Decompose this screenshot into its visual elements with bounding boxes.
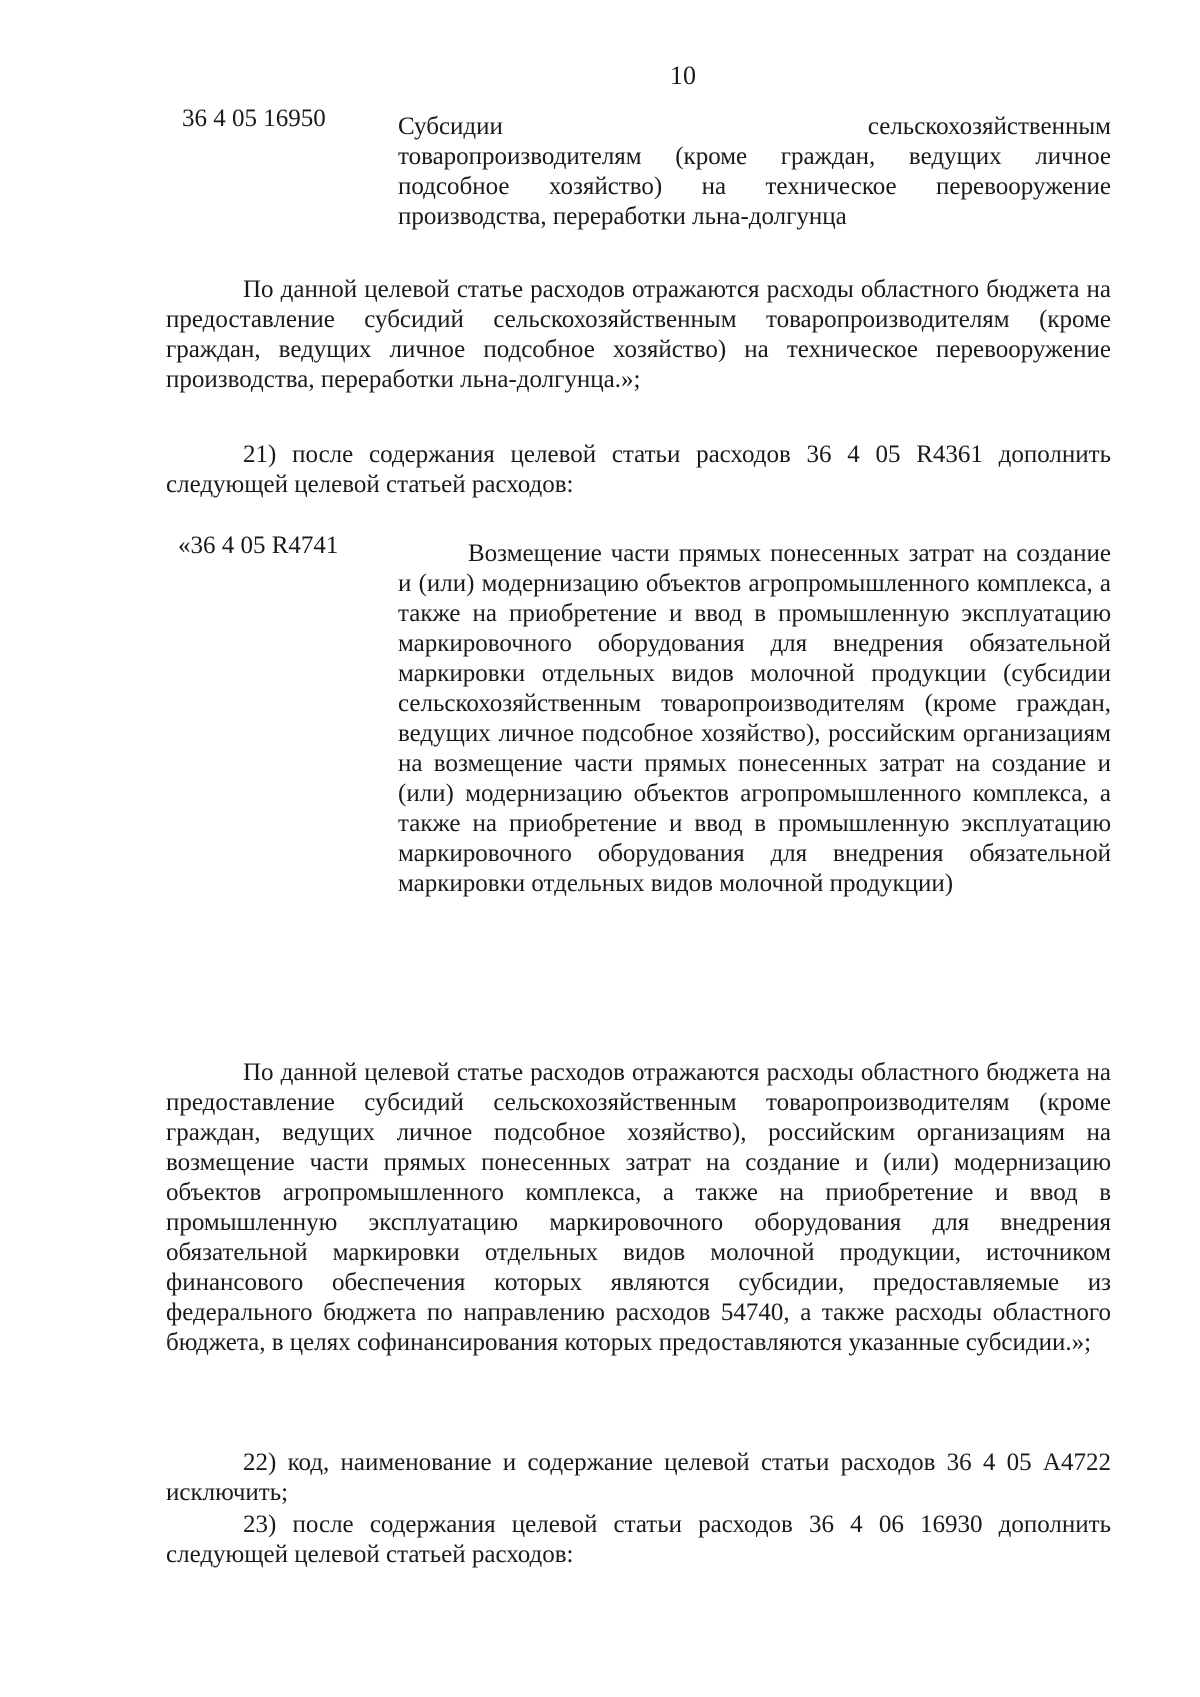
entry-1-title-first-line: Субсидии сельскохозяйственным — [398, 113, 1111, 140]
item-23: 23) после содержания целевой статьи расходов 36 4 06 16930 дополнить следующей целевой статьей расходов: — [166, 1511, 1111, 1568]
item-21: 21) после содержания целевой статьи расходов 36 4 05 R4361 дополнить следующей целевой статьей расходов: — [166, 441, 1111, 498]
page-number: 10 — [670, 61, 696, 90]
paragraph-1: По данной целевой статье расходов отражаются расходы областного бюджета на предоставление субсидий сельскохозяйственным товаропроизводителям (кроме граждан, ведущих личное подсобное хозяйство) на техническое перевооружение производства, переработки льна-долгунца.»; — [166, 276, 1111, 393]
paragraph-2: По данной целевой статье расходов отражаются расходы областного бюджета на предоставление субсидий сельскохозяйственным товаропроизводителям (кроме граждан, ведущих личное подсобное хозяйство), российским организациям на возмещение части прямых понесенных затрат на создание и (или) модернизацию объектов агропромышленного комплекса, а также на приобретение и ввод в промышленную эксплуатацию маркировочного оборудования для внедрения обязательной маркировки отдельных видов молочной продукции, источником финансового обеспечения которых являются субсидии, предоставляемые из федерального бюджета по направлению расходов 54740, а также расходы областного бюджета, в целях софинансирования которых предоставляются указанные субсидии.»; — [166, 1059, 1111, 1356]
item-22: 22) код, наименование и содержание целевой статьи расходов 36 4 05 А4722 исключить; — [166, 1449, 1111, 1506]
entry-1-title — [398, 112, 1111, 232]
entry-2-code: «36 4 05 R4741 — [178, 532, 339, 559]
entry-2-title: Возмещение части прямых понесенных затрат на создание и (или) модернизацию объектов агропромышленного комплекса, а также на приобретение и ввод в промышленную эксплуатацию маркировочного оборудования для внедрения обязательной маркировки отдельных видов молочной продукции (субсидии сельскохозяйственным товаропроизводителям (кроме граждан, ведущих личное подсобное хозяйство), российским организациям на возмещение части прямых понесенных затрат на создание и (или) модернизацию объектов агропромышленного комплекса, а также на приобретение и ввод в промышленную эксплуатацию маркировочного оборудования для внедрения обязательной маркировки отдельных видов молочной продукции) — [398, 540, 1111, 897]
entry-1-title-rest: товаропроизводителям (кроме граждан, ведущих личное подсобное хозяйство) на техническое перевооружение производства, переработки льна-долгунца — [398, 143, 1111, 230]
entry-1-code: 36 4 05 16950 — [182, 105, 326, 132]
